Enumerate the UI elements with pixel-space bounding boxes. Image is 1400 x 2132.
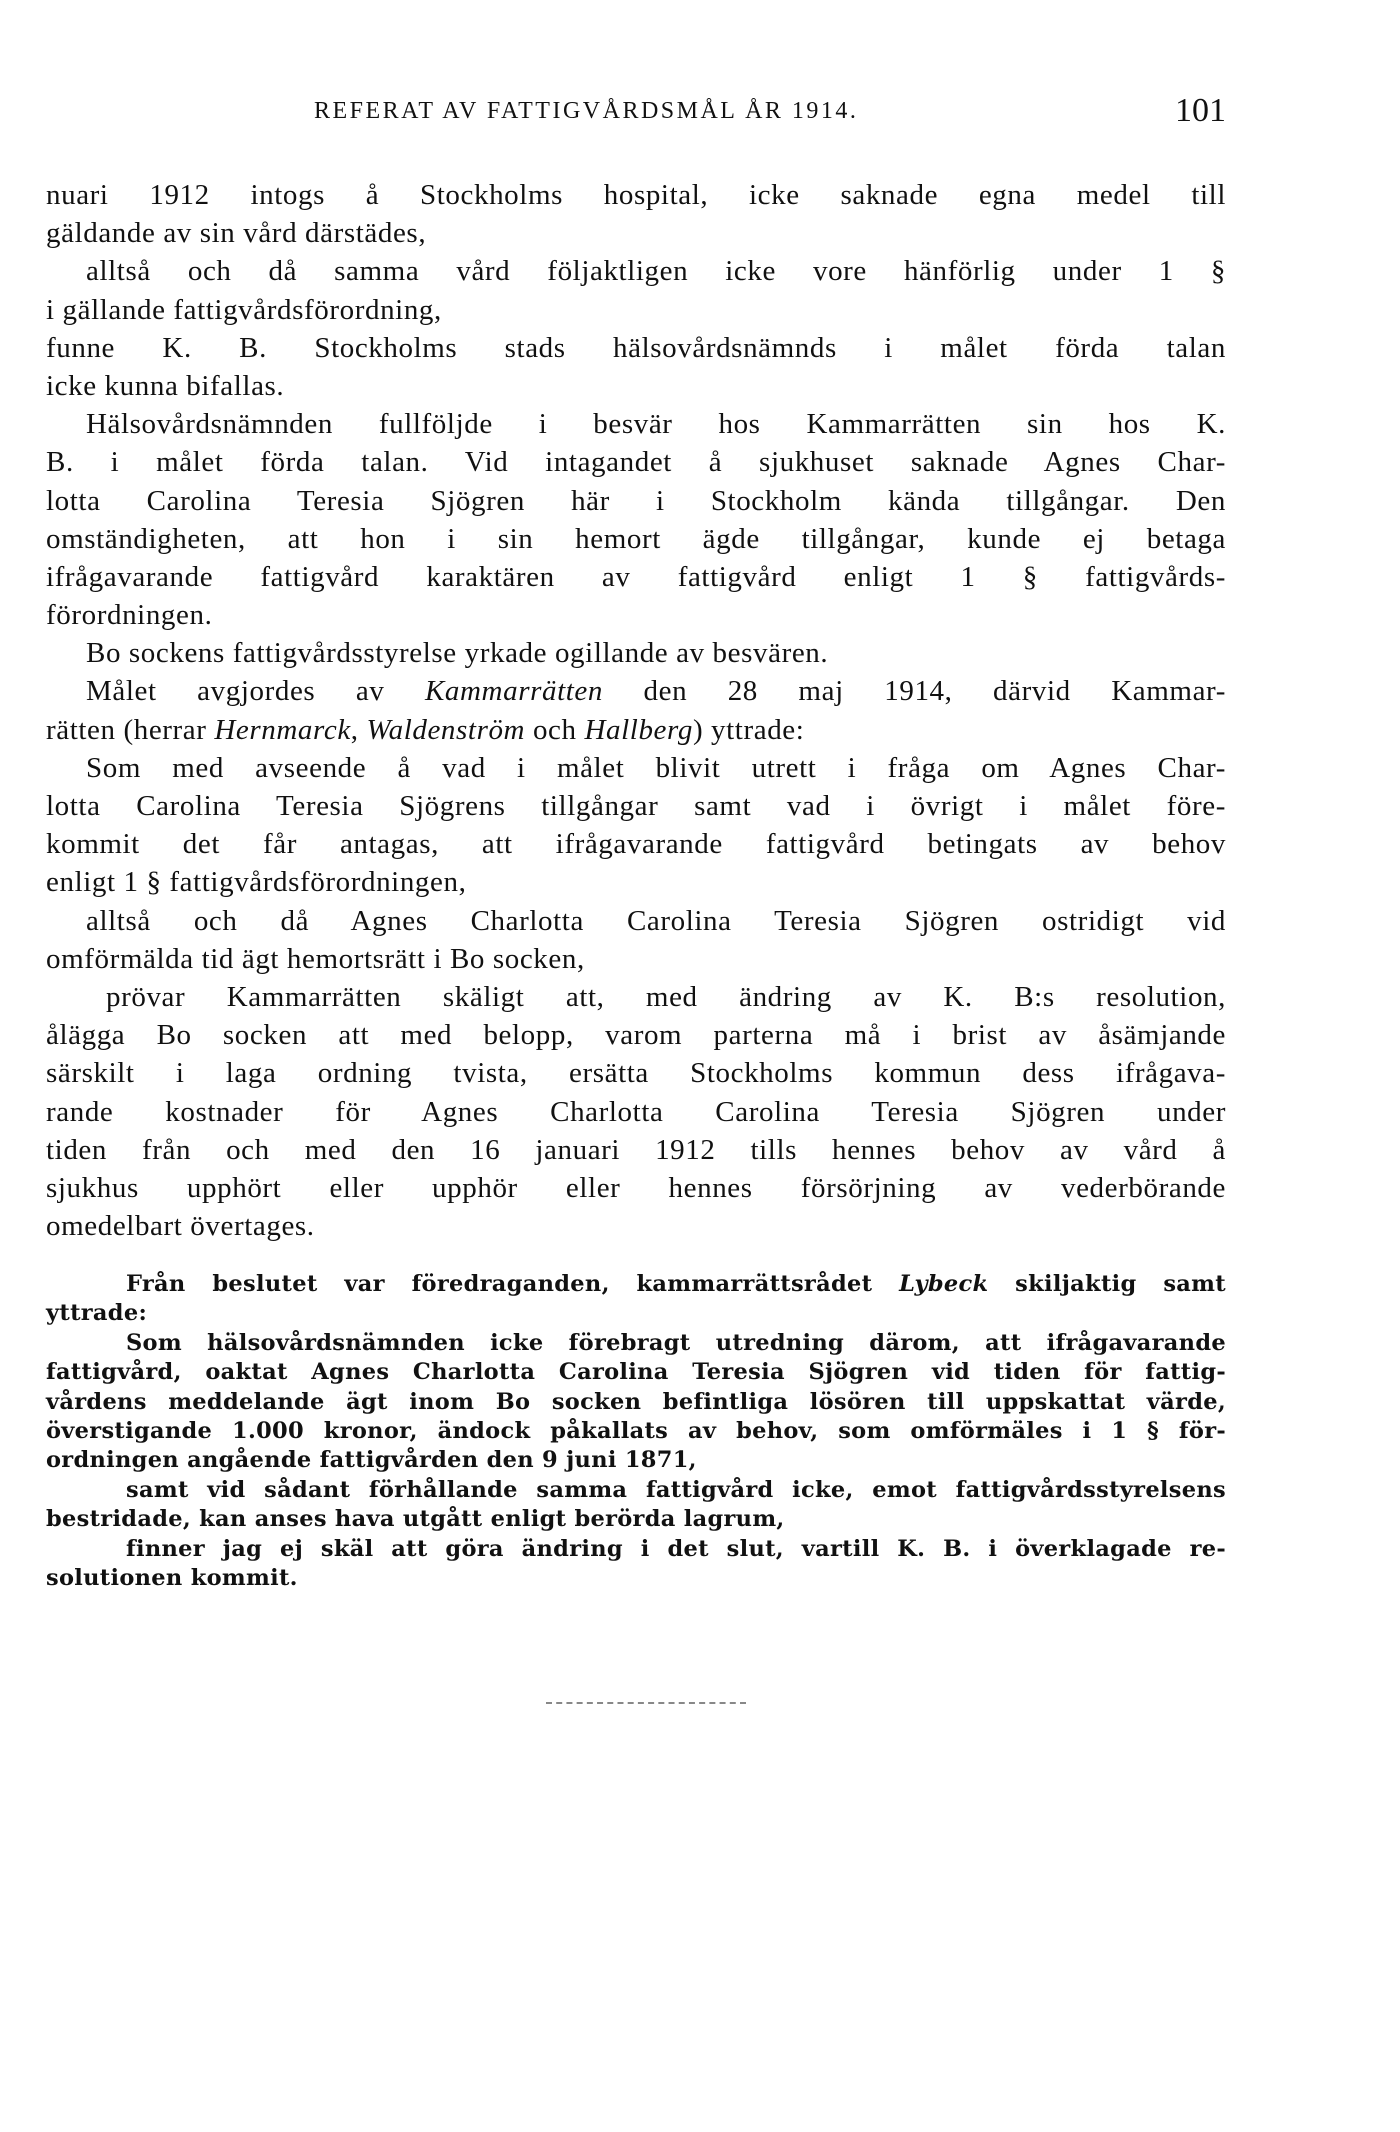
text-line: Hälsovårdsnämnden fullföljde i besvär hos Kammarrätten sin hos K. bbox=[86, 408, 1226, 441]
text-line: gäldande av sin vård därstädes, bbox=[46, 217, 427, 250]
note-line: ordningen angående fattigvården den 9 juni 1871, bbox=[46, 1447, 697, 1474]
running-head: REFERAT AV FATTIGVÅRDSMÅL ÅR 1914. bbox=[314, 98, 859, 124]
text-line: tiden från och med den 16 januari 1912 tills hennes behov av vård å bbox=[46, 1133, 1226, 1166]
text-line: ifrågavarande fattigvård karaktären av fattigvård enligt 1 § fattigvårds- bbox=[46, 560, 1226, 593]
text-line: kommit det får antagas, att ifrågavarande fattigvård betingats av behov bbox=[46, 828, 1226, 861]
page-header bbox=[46, 92, 1226, 138]
text-line: ålägga Bo socken att med belopp, varom parterna må i brist av åsämjande bbox=[46, 1019, 1226, 1052]
note-line: vårdens meddelande ägt inom Bo socken befintliga lösören till uppskattat värde, bbox=[46, 1388, 1226, 1415]
main-text bbox=[46, 176, 1226, 1245]
note-line: överstigande 1.000 kronor, ändock påkallats av behov, som omförmäles i 1 § för- bbox=[46, 1417, 1226, 1444]
note-line: Som hälsovårdsnämnden icke förebragt utredning därom, att ifrågavarande bbox=[126, 1329, 1226, 1356]
text-line: funne K. B. Stockholms stads hälsovårdsnämnds i målet förda talan bbox=[46, 331, 1226, 364]
note-line: Från beslutet var föredraganden, kammarrättsrådet Lybeck skiljaktig samt bbox=[126, 1271, 1226, 1297]
text-line: prövar Kammarrätten skäligt att, med ändring av K. B:s resolution, bbox=[106, 980, 1226, 1013]
text-line: icke kunna bifallas. bbox=[46, 369, 285, 402]
note-line: yttrade: bbox=[46, 1300, 148, 1327]
text-line: rande kostnader för Agnes Charlotta Carolina Teresia Sjögren under bbox=[46, 1095, 1226, 1128]
dissent-note bbox=[46, 1270, 1226, 1593]
text-line: omständigheten, att hon i sin hemort ägde tillgångar, kunde ej betaga bbox=[46, 522, 1226, 555]
text-line: B. i målet förda talan. Vid intagandet å sjukhuset saknade Agnes Char- bbox=[46, 446, 1226, 479]
text-line: lotta Carolina Teresia Sjögren här i Stockholm kända tillgångar. Den bbox=[46, 484, 1226, 517]
text-line: rätten (herrar Hernmarck, Waldenström och Hallberg) yttrade: bbox=[46, 713, 805, 746]
text-line: enligt 1 § fattigvårdsförordningen, bbox=[46, 866, 467, 899]
page bbox=[46, 0, 1226, 2132]
text-line: sjukhus upphört eller upphör eller hennes försörjning av vederbörande bbox=[46, 1171, 1226, 1204]
text-line: Målet avgjordes av Kammarrätten den 28 maj 1914, därvid Kammar- bbox=[86, 675, 1226, 708]
text-line: alltså och då Agnes Charlotta Carolina Teresia Sjögren ostridigt vid bbox=[86, 904, 1226, 937]
text-line: Som med avseende å vad i målet blivit utrett i fråga om Agnes Char- bbox=[86, 751, 1226, 784]
note-line: finner jag ej skäl att göra ändring i det slut, vartill K. B. i överklagade re- bbox=[126, 1535, 1226, 1562]
text-line: lotta Carolina Teresia Sjögrens tillgångar samt vad i övrigt i målet före- bbox=[46, 790, 1226, 822]
page-number: 101 bbox=[1175, 92, 1226, 129]
text-line: Bo sockens fattigvårdsstyrelse yrkade ogillande av besvären. bbox=[86, 637, 829, 670]
text-line: särskilt i laga ordning tvista, ersätta Stockholms kommun dess ifrågava- bbox=[46, 1057, 1226, 1090]
text-line: omförmälda tid ägt hemortsrätt i Bo socken, bbox=[46, 942, 585, 975]
note-line: samt vid sådant förhållande samma fattigvård icke, emot fattigvårdsstyrelsens bbox=[126, 1476, 1226, 1503]
note-line: fattigvård, oaktat Agnes Charlotta Carolina Teresia Sjögren vid tiden för fattig- bbox=[46, 1359, 1226, 1386]
text-line: nuari 1912 intogs å Stockholms hospital, icke saknade egna medel till bbox=[46, 179, 1226, 211]
text-line: förordningen. bbox=[46, 599, 213, 632]
note-line: solutionen kommit. bbox=[46, 1564, 298, 1591]
text-line: i gällande fattigvårdsförordning, bbox=[46, 293, 442, 326]
text-line: omedelbart övertages. bbox=[46, 1210, 315, 1243]
text-line: alltså och då samma vård följaktligen icke vore hänförlig under 1 § bbox=[86, 255, 1226, 288]
note-line: bestridade, kan anses hava utgått enligt berörda lagrum, bbox=[46, 1506, 785, 1533]
section-divider bbox=[546, 1702, 746, 1706]
